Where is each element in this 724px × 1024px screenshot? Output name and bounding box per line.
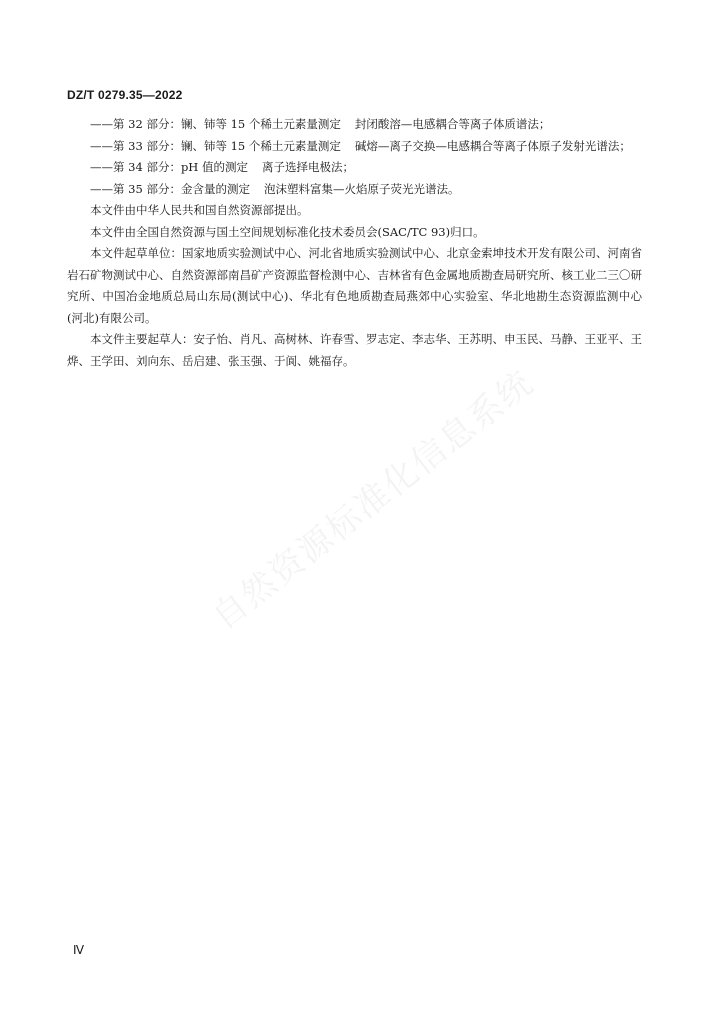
- watermark: [200, 341, 561, 638]
- standard-code: DZ/T 0279.35—2022: [67, 88, 183, 102]
- part-list-item-32: [67, 114, 642, 136]
- list-dash: ——: [90, 160, 113, 174]
- part-list-item-34: [67, 157, 642, 179]
- part-title: 第 34 部分：pH 值的测定: [113, 160, 248, 174]
- proposed-by-paragraph: 本文件由中华人民共和国自然资源部提出。: [90, 203, 309, 217]
- drafting-units-paragraph: 本文件起草单位：国家地质实验测试中心、河北省地质实验测试中心、北京金索坤技术开发有限公司、河南省岩石矿物测试中心、自然资源部南昌矿产资源监督检测中心、吉林省有色金属地质勘查局研究所、核工业二三〇研究所、中国冶金地质总局山东局(测试中心)、华北有色地质勘查局燕郊中心实验室、华北地勘生态资源监测中心(河北)有限公司。: [67, 246, 642, 325]
- managed-by-paragraph: 本文件由全国自然资源与国土空间规划标准化技术委员会(SAC/TC 93)归口。: [90, 224, 485, 239]
- part-method: 碱熔—离子交换—电感耦合等离子体原子发射光谱法；: [354, 138, 631, 153]
- list-dash: ——: [90, 138, 113, 153]
- part-method: 封闭酸溶—电感耦合等离子体质谱法；: [354, 117, 551, 131]
- part-title: 第 32 部分：镧、铈等 15 个稀土元素量测定: [113, 117, 341, 131]
- list-dash: ——: [90, 117, 113, 131]
- part-method: 泡沫塑料富集—火焰原子荧光光谱法。: [263, 181, 460, 196]
- part-list-item-35: [67, 179, 642, 201]
- page-number: Ⅳ: [73, 943, 85, 957]
- list-dash: ——: [90, 181, 113, 196]
- part-list-item-33: [67, 136, 642, 158]
- part-title: 第 33 部分：镧、铈等 15 个稀土元素量测定: [113, 138, 341, 153]
- foreword-content: [67, 114, 642, 372]
- part-method: 离子选择电极法；: [262, 160, 354, 174]
- drafters-paragraph: 本文件主要起草人：安子怡、肖凡、高树林、许春雪、罗志定、李志华、王苏明、申玉民、马静、王亚平、王烨、王学田、刘向东、岳启建、张玉强、于阆、姚福存。: [67, 332, 642, 368]
- part-title: 第 35 部分：金含量的测定: [113, 181, 250, 196]
